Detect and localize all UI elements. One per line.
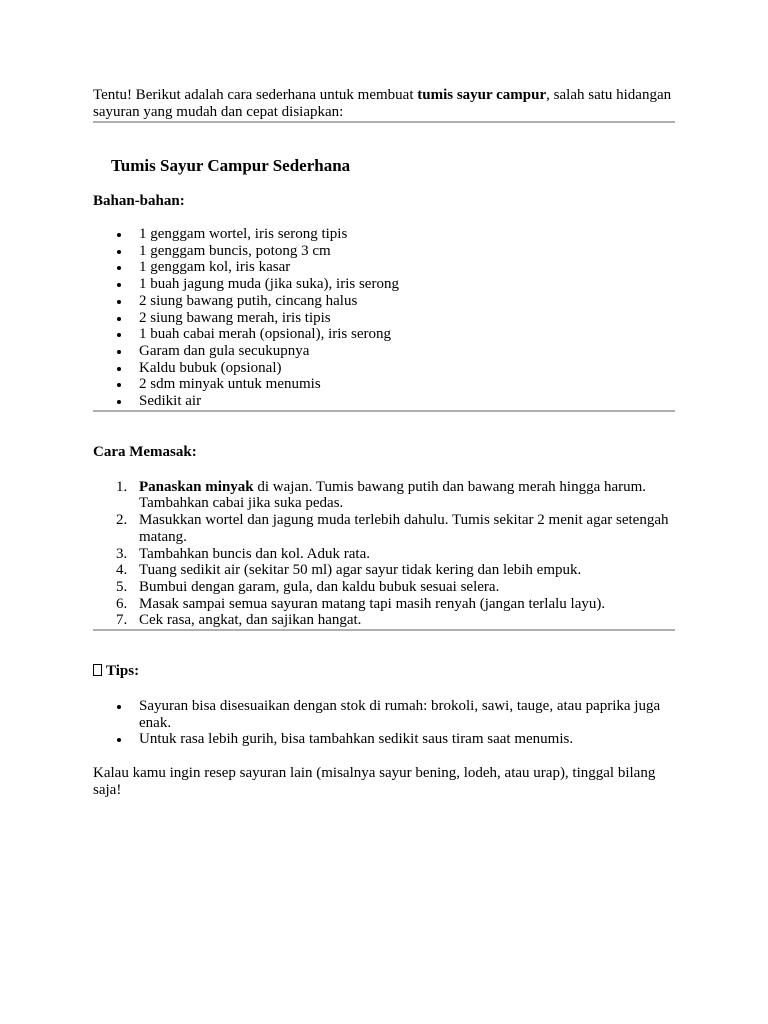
recipe-title: Tumis Sayur Campur Sederhana — [111, 156, 351, 175]
ingredient-item: 2 siung bawang merah, iris tipis — [139, 310, 675, 327]
tip-item: Sayuran bisa disesuaikan dengan stok di rumah: brokoli, sawi, tauge, atau paprika juga enak. — [139, 698, 675, 731]
intro-paragraph — [93, 87, 675, 121]
ingredient-item: 2 siung bawang putih, cincang halus — [139, 293, 675, 310]
method-steps-list — [93, 479, 675, 629]
tip-item: Untuk rasa lebih gurih, bisa tambahkan sedikit saus tiram saat menumis. — [139, 731, 675, 748]
step-number: 2. — [116, 512, 128, 529]
ingredients-list — [93, 226, 675, 410]
step-bold-text: Panaskan minyak — [139, 478, 254, 495]
ingredient-item: 1 genggam buncis, potong 3 cm — [139, 243, 675, 260]
method-heading: Cara Memasak: — [93, 443, 197, 460]
method-step — [116, 612, 675, 629]
intro-text-after: , salah satu hidangan sayuran yang mudah dan cepat disiapkan: — [93, 87, 672, 120]
ingredient-item: 2 sdm minyak untuk menumis — [139, 376, 675, 393]
ingredient-item: Kaldu bubuk (opsional) — [139, 360, 675, 377]
method-step — [116, 562, 675, 579]
step-number: 6. — [116, 595, 128, 612]
step-text: Bumbui dengan garam, gula, dan kaldu bubuk sesuai selera. — [139, 578, 500, 595]
method-step — [116, 578, 675, 596]
step-text: Cek rasa, angkat, dan sajikan hangat. — [139, 612, 362, 629]
step-number: 4. — [116, 562, 128, 579]
tips-label: Tips: — [106, 663, 140, 680]
document-page — [93, 87, 675, 799]
method-step — [116, 545, 675, 563]
intro-bold-dish: tumis sayur campur — [417, 87, 547, 103]
tips-list — [93, 698, 675, 748]
step-number: 7. — [116, 612, 128, 629]
missing-glyph-icon — [93, 664, 102, 676]
ingredient-item: Sedikit air — [139, 393, 675, 410]
step-text: Masak sampai semua sayuran matang tapi masih renyah (jangan terlalu layu). — [139, 595, 606, 612]
intro-text-before: Tentu! Berikut adalah cara sederhana untuk membuat — [93, 87, 418, 103]
divider — [93, 410, 675, 412]
step-text: di wajan. Tumis bawang putih dan bawang merah hingga harum. Tambahkan cabai jika suka pedas. — [139, 478, 647, 512]
closing-paragraph: Kalau kamu ingin resep sayuran lain (misalnya sayur bening, lodeh, atau urap), tinggal bilang saja! — [93, 765, 656, 799]
divider — [93, 629, 675, 631]
step-text: Masukkan wortel dan jagung muda terlebih dahulu. Tumis sekitar 2 menit agar setengah matang. — [139, 512, 669, 545]
step-number: 5. — [116, 578, 128, 595]
step-number: 3. — [116, 545, 128, 562]
ingredient-item: 1 genggam wortel, iris serong tipis — [139, 226, 675, 243]
ingredient-item: 1 buah jagung muda (jika suka), iris serong — [139, 276, 675, 293]
divider — [93, 121, 675, 123]
method-step — [116, 478, 675, 512]
step-text: Tuang sedikit air (sekitar 50 ml) agar sayur tidak kering dan lebih empuk. — [139, 562, 582, 579]
ingredient-item: 1 buah cabai merah (opsional), iris serong — [139, 326, 675, 343]
method-step — [116, 512, 675, 545]
step-text: Tambahkan buncis dan kol. Aduk rata. — [139, 545, 370, 562]
step-number: 1. — [116, 478, 128, 495]
tips-heading — [93, 663, 675, 680]
ingredients-heading: Bahan-bahan: — [93, 193, 185, 209]
ingredient-item: 1 genggam kol, iris kasar — [139, 259, 675, 276]
ingredient-item: Garam dan gula secukupnya — [139, 343, 675, 360]
method-step — [116, 595, 675, 613]
